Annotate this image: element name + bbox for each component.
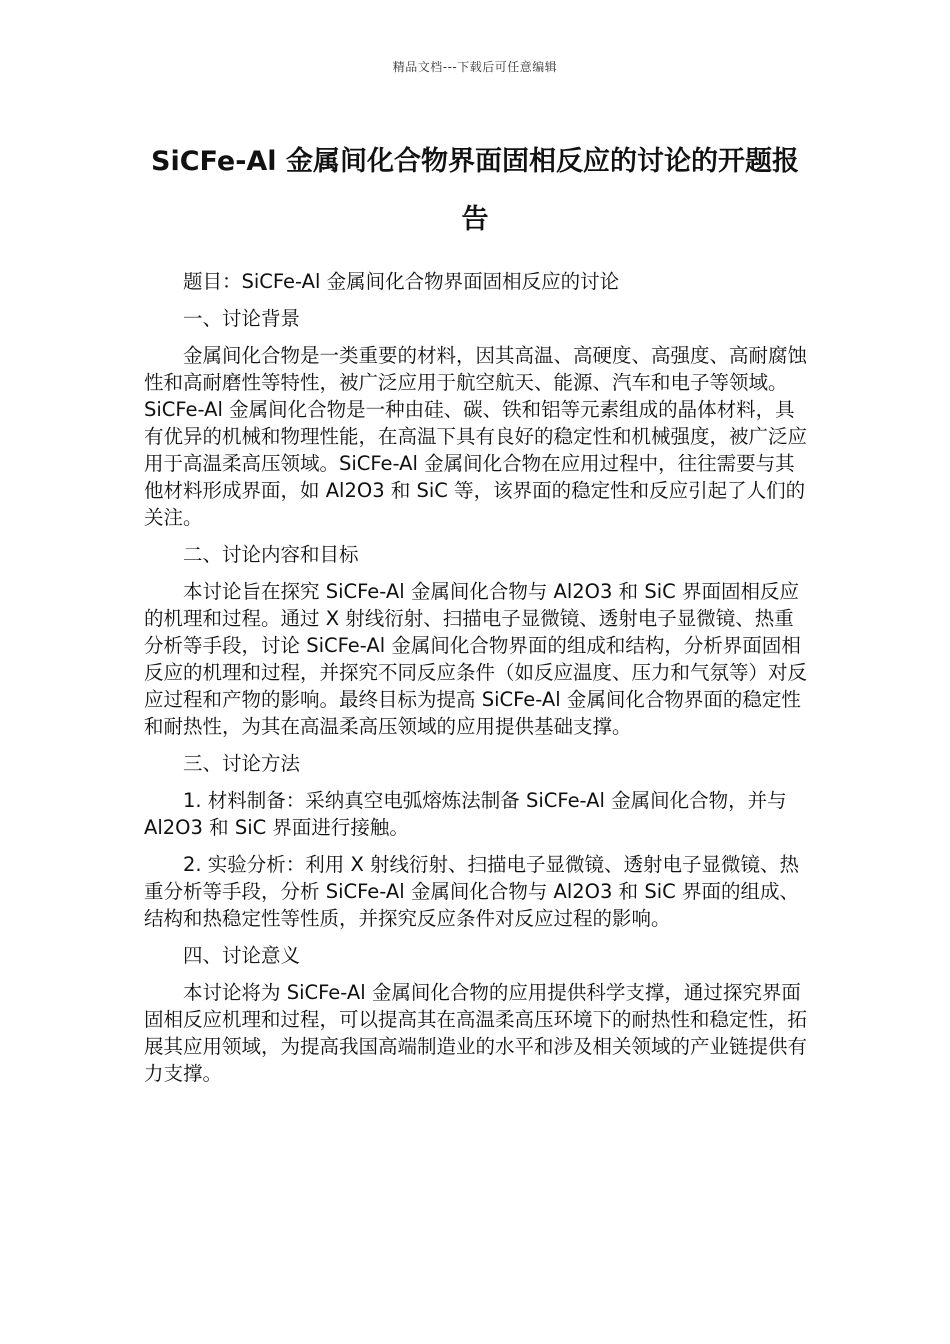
section-heading-methods: 三、讨论方法 <box>183 752 301 775</box>
section-heading-significance: 四、讨论意义 <box>183 944 301 967</box>
content-goals-paragraph: 本讨论旨在探究 SiCFe-Al 金属间化合物与 Al2O3 和 SiC 界面固相反应的机理和过程。通过 X 射线衍射、扫描电子显微镜、透射电子显微镜、热重分析等手段，讨论 SiCFe-Al 金属间化合物界面的组成和结构，分析界面固相反应的机理和过程，并探究不同反应条件（如反应温度、压力和气氛等）对反应过程和产物的影响。最终目标为提高 SiCFe-Al 金属间化合物界面的稳定性和耐热性，为其在高温柔高压领域的应用提供基础支撑。 <box>144 580 808 738</box>
method-item-material-preparation: 1. 材料制备：采纳真空电弧熔炼法制备 SiCFe-Al 金属间化合物，并与 Al2O3 和 SiC 界面进行接触。 <box>144 789 787 839</box>
document-body <box>144 268 812 1097</box>
section-heading-content-goals: 二、讨论内容和目标 <box>183 543 359 566</box>
page-header-watermark: 精品文档---下载后可任意编辑 <box>392 60 558 74</box>
topic-line: 题目：SiCFe-Al 金属间化合物界面固相反应的讨论 <box>183 270 620 293</box>
section-heading-background: 一、讨论背景 <box>183 307 301 330</box>
background-paragraph: 金属间化合物是一类重要的材料，因其高温、高硬度、高强度、高耐腐蚀性和高耐磨性等特性，被广泛应用于航空航天、能源、汽车和电子等领域。SiCFe-Al 金属间化合物是一种由硅、碳、铁和铝等元素组成的晶体材料，具有优异的机械和物理性能，在高温下具有良好的稳定性和机械强度，被广泛应用于高温柔高压领域。SiCFe-Al 金属间化合物在应用过程中，往往需要与其他材料形成界面，如 Al2O3 和 SiC 等，该界面的稳定性和反应引起了人们的关注。 <box>144 344 808 529</box>
method-item-experimental-analysis: 2. 实验分析：利用 X 射线衍射、扫描电子显微镜、透射电子显微镜、热重分析等手段，分析 SiCFe-Al 金属间化合物与 Al2O3 和 SiC 界面的组成、结构和热稳定性等性质，并探究反应条件对反应过程的影响。 <box>144 853 800 930</box>
significance-paragraph: 本讨论将为 SiCFe-Al 金属间化合物的应用提供科学支撑，通过探究界面固相反应机理和过程，可以提高其在高温柔高压环境下的耐热性和稳定性，拓展其应用领域，为提高我国高端制造业的水平和涉及相关领域的产业链提供有力支撑。 <box>144 981 808 1085</box>
document-title: SiCFe-Al 金属间化合物界面固相反应的讨论的开题报告 <box>151 146 799 235</box>
